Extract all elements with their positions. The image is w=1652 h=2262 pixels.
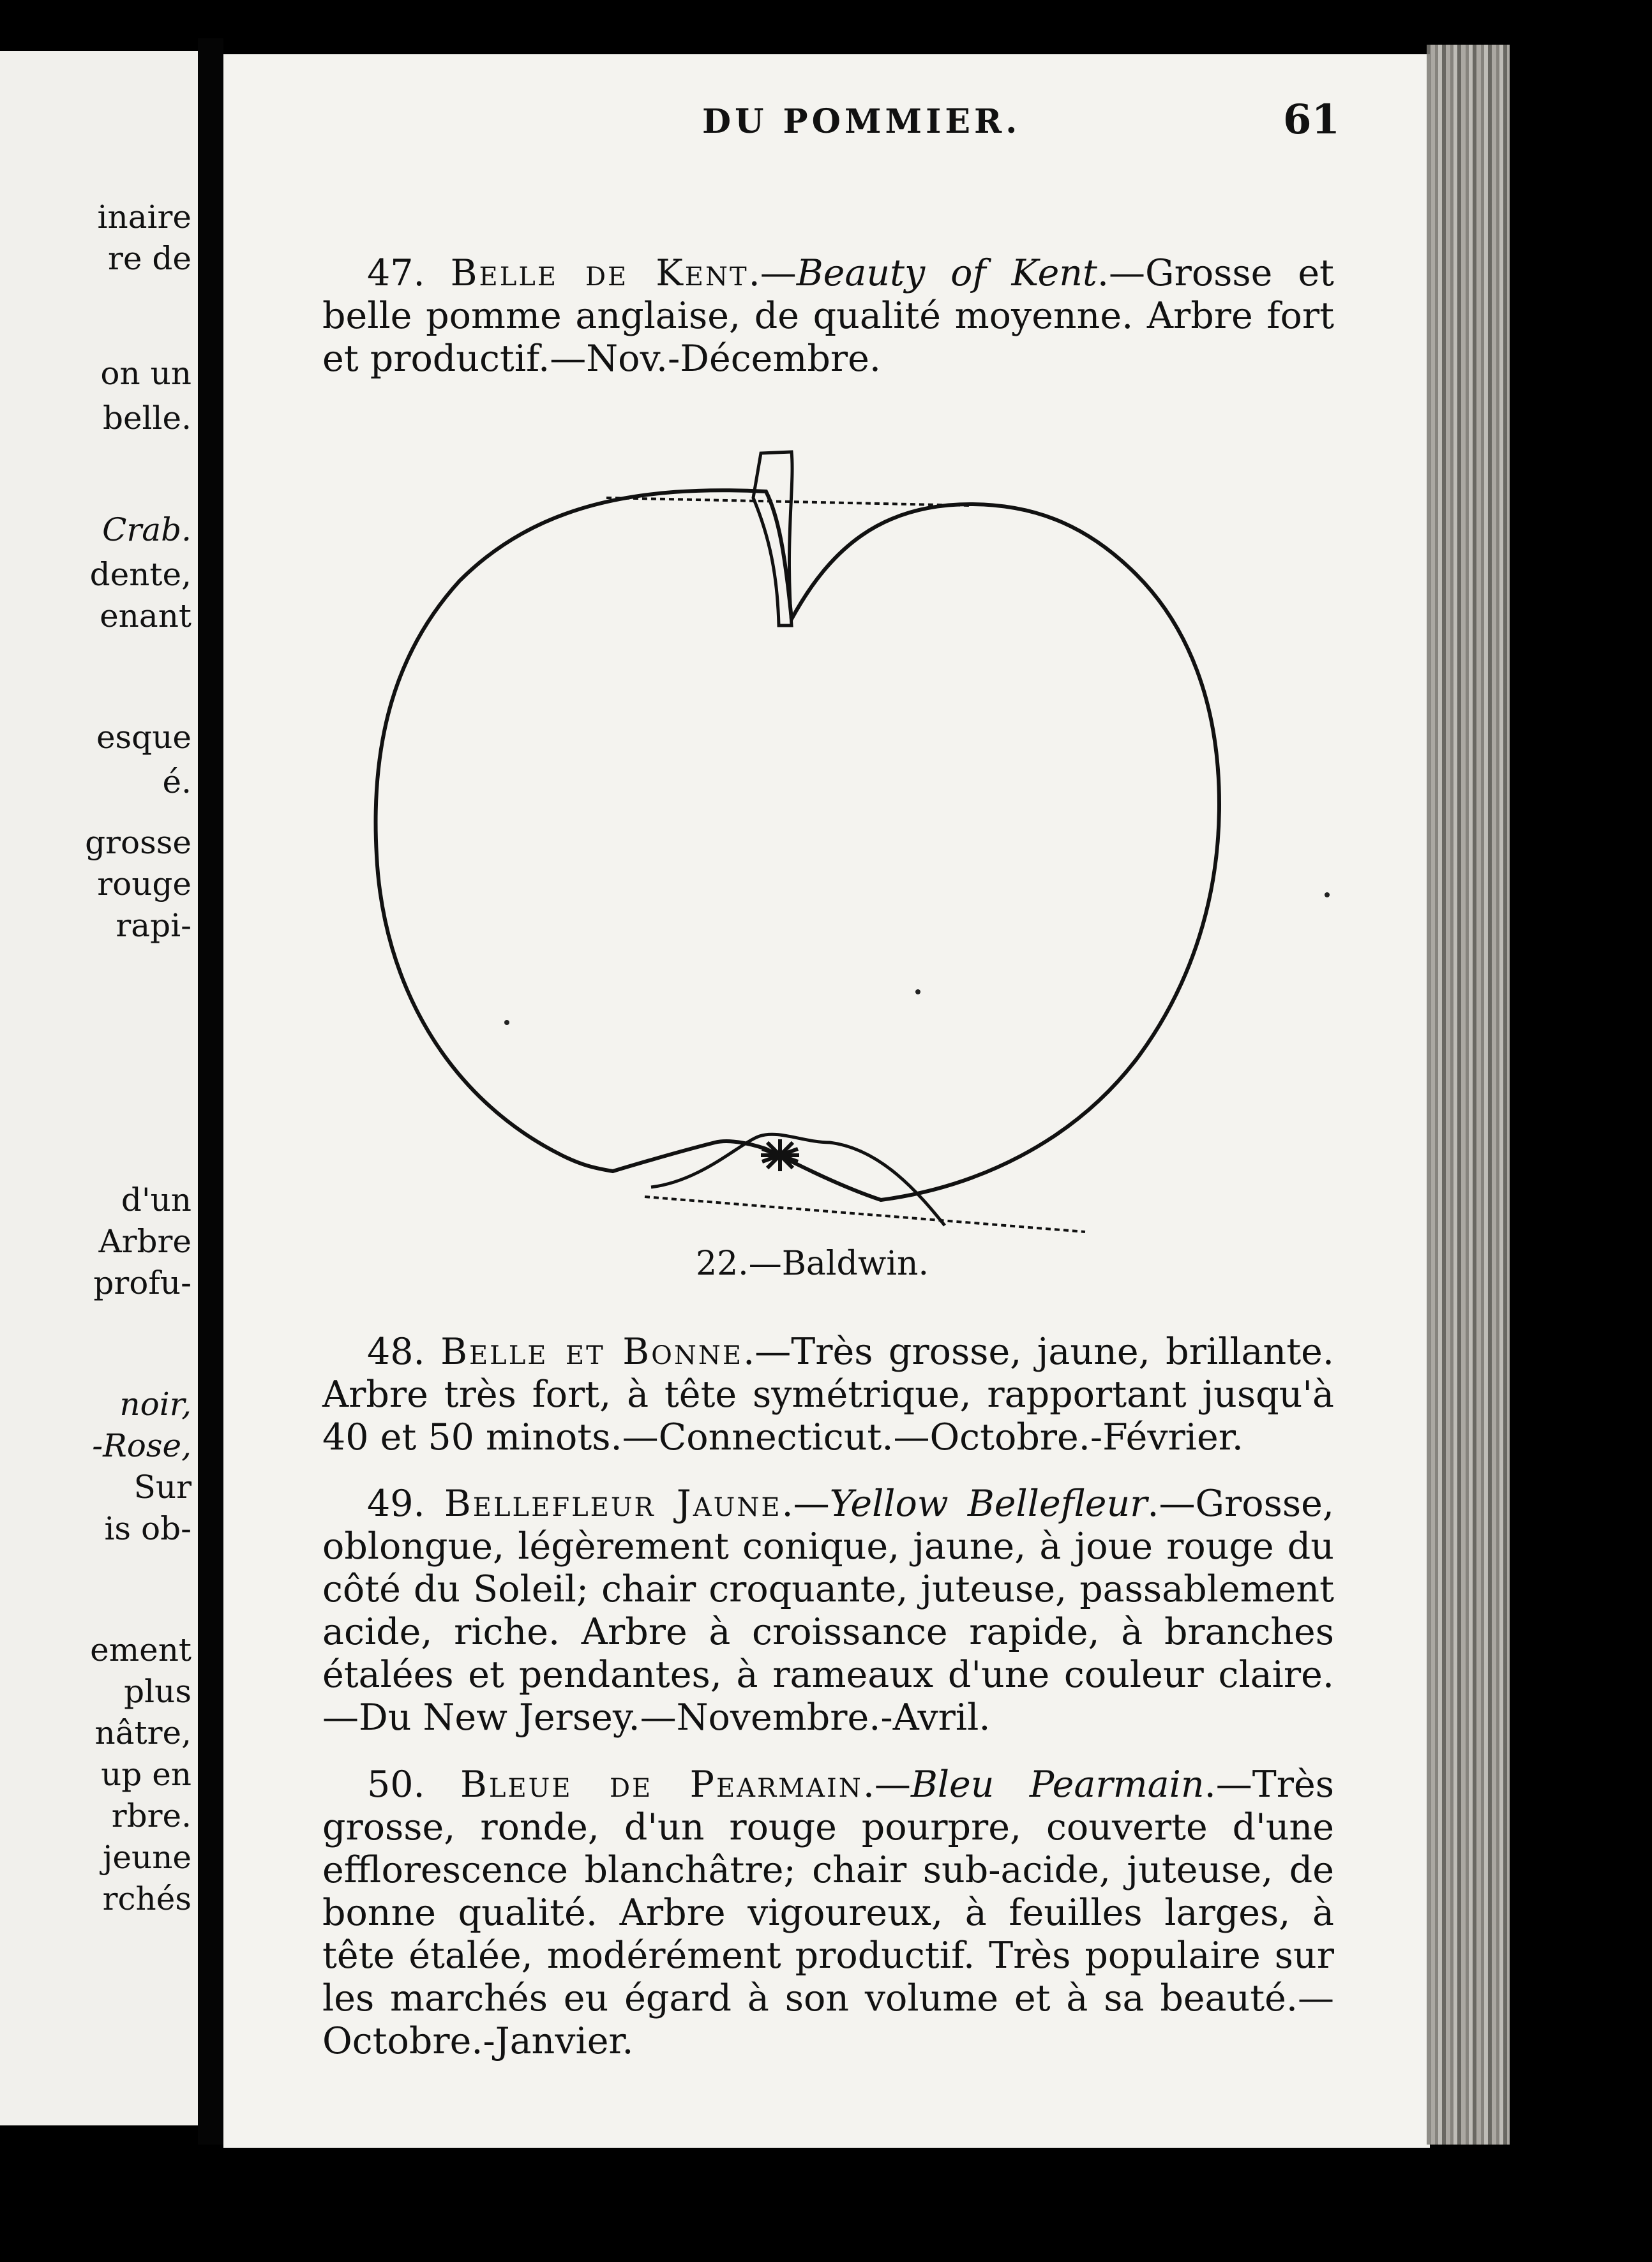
facing-page-fragment-line: Sur [133,1469,191,1506]
entry-47 [322,252,1334,380]
entry-number: 49. [367,1483,425,1525]
facing-page-fragment-line: rouge [97,865,191,903]
baldwin-apple-figure [370,408,1302,1251]
facing-page-fragment-line: plus [124,1673,191,1710]
entry-number: 47. [367,252,425,294]
facing-page-fragment-line: on un [100,355,191,392]
running-head: DU POMMIER. [702,102,1021,141]
facing-page-fragment-line: noir, [119,1386,191,1423]
cavity-line [606,498,970,506]
facing-page-fragment-line: belle. [102,400,191,437]
variety-name: Bleue de Pearmain [460,1764,863,1806]
variety-name: Bellefleur Jaune [444,1483,782,1525]
facing-page-fragment-line: up en [101,1756,191,1793]
entry-48 [322,1331,1334,1459]
page-number: 61 [1283,96,1340,144]
facing-page-fragment-line: inaire [97,198,191,236]
facing-page-fragment-line: rchés [102,1880,191,1917]
facing-page-fragment-line: is ob- [104,1510,191,1547]
speck [504,1020,509,1025]
english-name: Beauty of Kent [796,252,1097,294]
entry-text: .—Grosse, oblongue, légèrement conique, jaune, à joue rouge du côté du Soleil; chair croquante, juteuse, passablement acide, riche. Arbre à croissance rapide, à branches étalées et pendantes, à rameaux d'une couleur claire.—Du New Jersey.—Novembre.-Avril. [322,1483,1334,1739]
facing-page-fragment-line: profu- [93,1264,191,1301]
variety-name: Belle de Kent [450,252,749,294]
speck [915,989,920,994]
speck [1325,892,1330,897]
separator: .— [743,1331,792,1373]
entry-50 [322,1764,1334,2063]
facing-page-fragment-line: re de [108,240,191,277]
entry-text: Très grosse, jaune, brillante. Arbre très fort, à tête symétrique, rapportant jusqu'à 40 et 50 minots.—Connecticut.—Octobre.-Février. [322,1331,1334,1458]
facing-page-fragment-line: -Rose, [92,1427,191,1464]
english-name: Bleu Pearmain [910,1764,1205,1806]
facing-page-fragment-line: enant [100,597,191,634]
facing-page-fragment-line: nâtre, [94,1714,191,1751]
facing-page-fragment-line: Crab. [102,511,191,548]
entry-text: .—Grosse et belle pomme anglaise, de qualité moyenne. Arbre fort et productif.—Nov.-Décembre. [322,252,1334,380]
facing-page-fragment-line: rapi- [116,907,191,944]
figure-caption: 22.—Baldwin. [696,1245,929,1283]
entry-49 [322,1483,1334,1739]
facing-page-fragment-line: ement [90,1631,191,1668]
entry-number: 48. [367,1331,425,1373]
facing-page-fragment-line: grosse [85,824,191,861]
basin-line [645,1197,1085,1232]
separator: .— [781,1483,830,1525]
facing-page-fragment-line: jeune [102,1839,191,1876]
entry-text: .—Très grosse, ronde, d'un rouge pourpre, couverte d'une efflorescence blanchâtre; chair sub-acide, juteuse, de bonne qualité. Arbre vigoureux, à feuilles larges, à tête étalée, modérément productif. Très populaire sur les marchés eu égard à son volume et à sa beauté.—Octobre.-Janvier. [322,1764,1334,2062]
facing-page-fragment [0,51,198,2125]
calyx [761,1139,799,1171]
entry-number: 50. [367,1764,425,1806]
facing-page-fragment-line: rbre. [111,1797,191,1834]
separator: .— [862,1764,911,1806]
facing-page-fragment-line: dente, [89,556,191,593]
variety-name: Belle et Bonne [440,1331,744,1373]
english-name: Yellow Bellefleur [829,1483,1148,1525]
apple-outline [376,490,1219,1200]
facing-page-fragment-line: Arbre [98,1223,191,1260]
book-gutter [198,38,223,2145]
facing-page-fragment-line: d'un [121,1181,191,1218]
facing-page-fragment-line: esque [96,719,191,756]
separator: .— [748,252,797,294]
stem [753,452,792,625]
facing-page-fragment-line: é. [162,763,191,800]
page-edges [1427,45,1510,2145]
